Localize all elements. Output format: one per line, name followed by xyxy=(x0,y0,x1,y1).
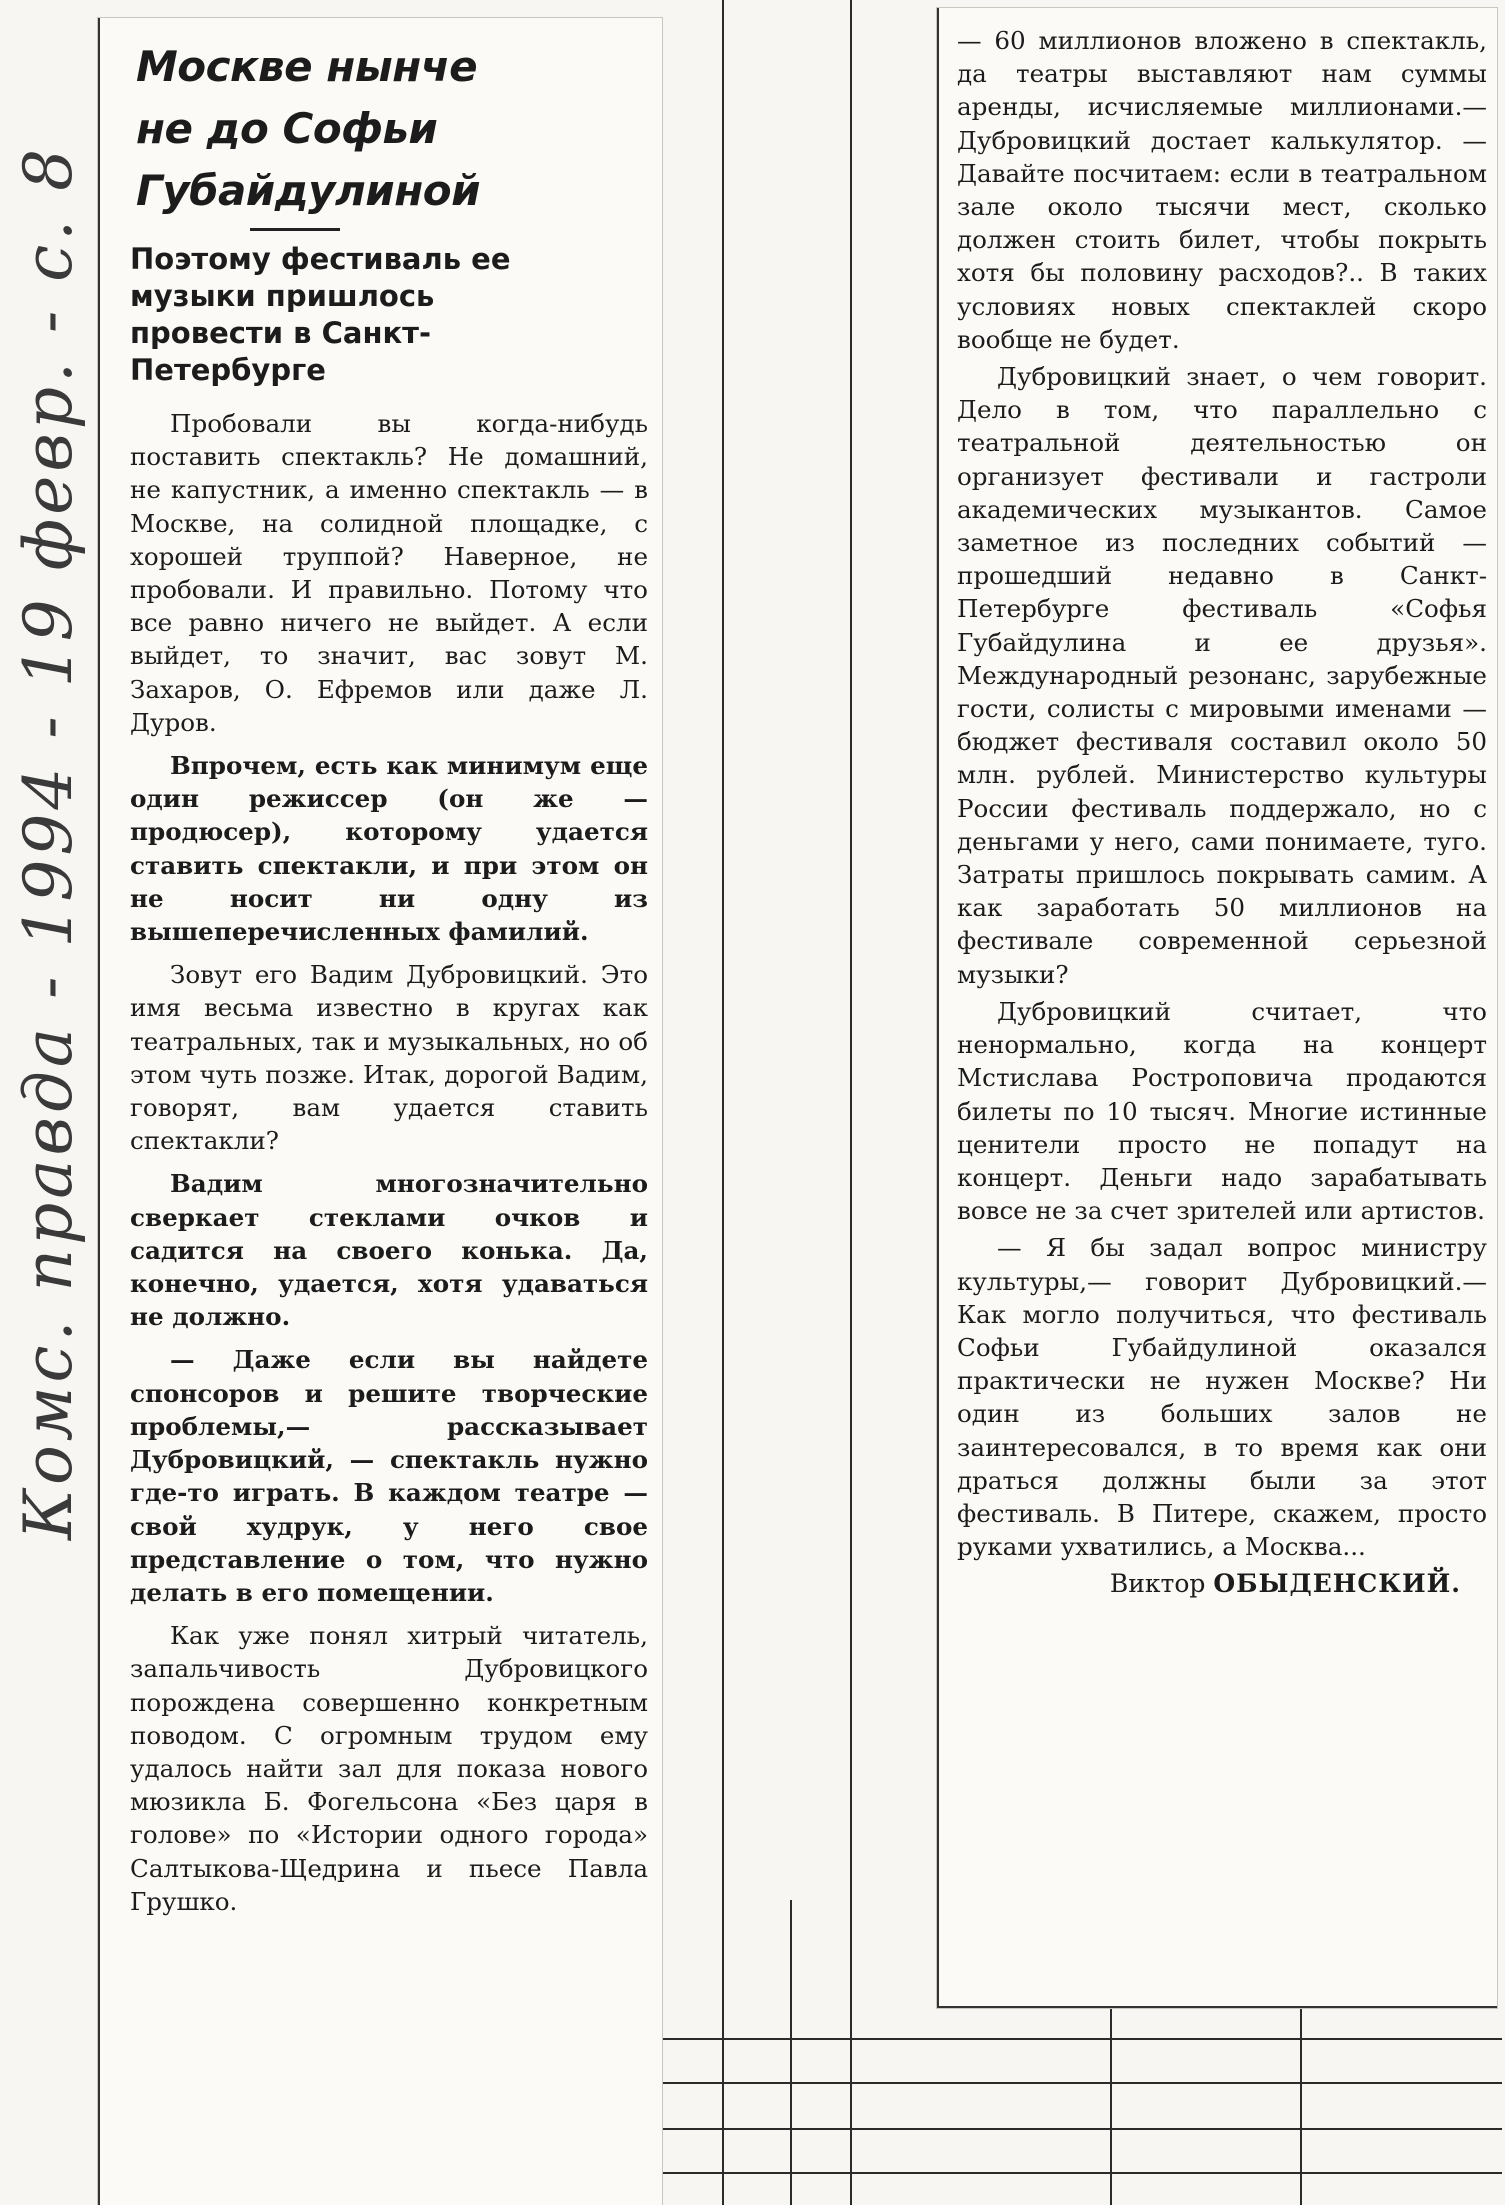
ledger-line xyxy=(662,2172,1502,2174)
clipping-right-column xyxy=(937,8,1497,2008)
ledger-line xyxy=(662,2128,1502,2130)
paragraph: Как уже понял хитрый читатель, запальчивость Дубровицкого порождена совершенно конкретным поводом. С огромным трудом ему удалось найти зал для показа нового мюзикла Б. Фогельсона «Без царя в голове» по «Истории одного города» Салтыкова-Щедрина и пьесе Павла Грушко. xyxy=(130,1621,648,1916)
paragraph: — Я бы задал вопрос министру культуры,— говорит Дубровицкий.— Как могло получиться, что фестиваль Софьи Губайдулиной оказался практически не нужен Москве? Ни один из больших залов не заинтересовался, в то время как они драться должны были за этот фестиваль. В Питере, скажем, просто руками ухватились, а Москва... xyxy=(957,1233,1487,1562)
byline xyxy=(939,1569,1461,1598)
paragraph: Впрочем, есть как минимум еще один режиссер (он же — продюсер), которому удается ставить спектакли, и при этом он не носит ни одну из вышеперечисленных фамилий. xyxy=(130,751,648,947)
paragraph: — 60 миллионов вложено в спектакль, да театры выставляют нам суммы аренды, исчисляемые миллионами.— Дубровицкий достает калькулятор. — Давайте посчитаем: если в театральном зале около тысячи мест, сколько должен стоить билет, чтобы покрыть хотя бы половину расходов?.. В таких условиях новых спектаклей скоро вообще не будет. xyxy=(957,26,1487,354)
clipping-left-column xyxy=(98,18,662,2205)
paragraph: Пробовали вы когда-нибудь поставить спектакль? Не домашний, не капустник, а именно спектакль — в Москве, на солидной площадке, с хорошей труппой? Наверное, не пробовали. И правильно. Потому что все равно ничего не выйдет. А если выйдет, то значит, вас зовут М. Захаров, О. Ефремов или даже Л. Дуров. xyxy=(130,409,648,737)
ledger-line xyxy=(1300,2000,1302,2205)
paragraph: — Даже если вы найдете спонсоров и решите творческие проблемы,— рассказывает Дубровицкий, — спектакль нужно где-то играть. В каждом театре — свой худрук, у него свое представление о том, что нужно делать в его помещении. xyxy=(130,1345,648,1607)
ledger-line xyxy=(850,0,852,2205)
paragraph: Дубровицкий считает, что ненормально, когда на концерт Мстислава Ростроповича продаются билеты по 10 тысяч. Многие истинные ценители просто не попадут на концерт. Деньги надо зарабатывать вовсе не за счет зрителей или артистов. xyxy=(957,996,1487,1226)
paragraph: Дубровицкий знает, о чем говорит. Дело в том, что параллельно с театральной деятельностью он организует фестивали и гастроли академических музыкантов. Самое заметное из последних событий — прошедший недавно в Санкт-Петербурге фестиваль «Софья Губайдулина и ее друзья». Международный резонанс, зарубежные гости, солисты с мировыми именами — бюджет фестиваля составил около 50 млн. рублей. Министерство культуры России фестиваль поддержало, но с деньгами у него, сами понимаете, туго. Затраты пришлось покрывать самим. А как заработать 50 миллионов на фестивале современной серьезной музыки? xyxy=(957,362,1487,989)
article-subheadline: Поэтому фестиваль ее музыки пришлось провести в Санкт- Петербурге xyxy=(130,242,511,387)
ledger-line xyxy=(790,1900,792,2205)
article-headline: Москве нынче не до Софьи Губайдулиной xyxy=(136,42,481,215)
ledger-line xyxy=(662,2082,1502,2084)
handwritten-source-note: Комс. правда - 1994 - 19 февр. - с. 8 xyxy=(10,144,87,1540)
paragraph: Вадим многозначительно сверкает стеклами очков и садится на своего конька. Да, конечно, удается, хотя удаваться не должно. xyxy=(130,1169,648,1332)
ledger-line xyxy=(1110,2000,1112,2205)
paragraph: Зовут его Вадим Дубровицкий. Это имя весьма известно в кругах как театральных, так и музыкальных, но об этом чуть позже. Итак, дорогой Вадим, говорят, вам удается ставить спектакли? xyxy=(130,960,648,1156)
headline-rule xyxy=(250,228,340,231)
ledger-line xyxy=(722,0,724,2205)
byline-surname: ОБЫДЕНСКИЙ. xyxy=(1213,1569,1461,1599)
left-column-body xyxy=(130,407,648,1918)
right-column-body xyxy=(957,24,1487,1563)
ledger-line xyxy=(662,2038,1502,2040)
byline-first-name: Виктор xyxy=(1109,1569,1206,1599)
